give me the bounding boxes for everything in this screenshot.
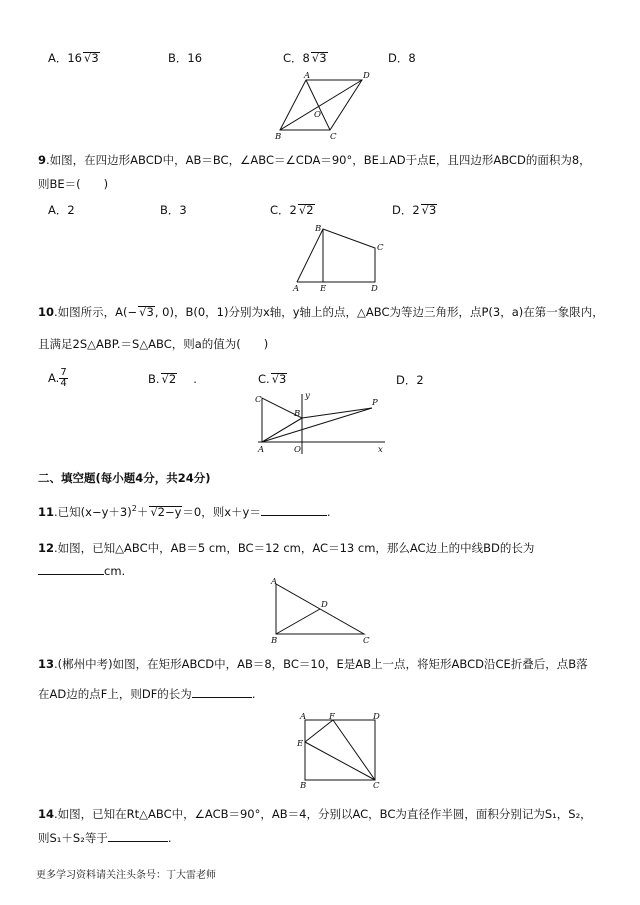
q10-option-b: B.√ 2 .	[148, 372, 197, 386]
q11-answer-blank[interactable]	[261, 515, 327, 516]
q13-label-e: E	[297, 739, 304, 749]
q8-parallelogram-figure	[272, 70, 372, 142]
q9-label-e: E	[320, 284, 327, 294]
q10-option-a: A. $\frac{7}{4}$	[48, 367, 67, 389]
q12-line1: 12.如图，已知△ABC中，AB＝5 cm，BC＝12 cm，AC＝13 cm，那么AC边上的中线BD的长为	[38, 541, 535, 555]
q10-line1: 10.如图所示，A(−√ 3, 0)，B(0，1)分别为x轴，y轴上的点，△ABC为等边三角形，点P(3，a)在第一象限内，	[38, 304, 604, 320]
q14-line2: 则S₁＋S₂等于 .	[38, 831, 172, 845]
q13-label-c: C	[373, 781, 380, 788]
q8-option-a: A．16√ 3	[48, 50, 100, 66]
q8-label-c: C	[330, 132, 337, 142]
q13-line2: 在AD边的点F上，则DF的长为 .	[38, 687, 256, 701]
q9-label-b: B	[315, 224, 322, 234]
q10-label-o: O	[294, 445, 301, 455]
footer-note: 更多学习资料请关注头条号：丁大雷老师	[36, 870, 216, 881]
q12-label-a: A	[271, 577, 278, 587]
q13-label-d: D	[373, 712, 380, 722]
q10-label-a: A	[258, 445, 265, 455]
q10-label-b: B	[294, 409, 301, 419]
q10-coordinate-figure	[250, 390, 390, 458]
q10-label-c: C	[255, 395, 262, 405]
q10-label-x: x	[378, 445, 383, 455]
q10-label-y: y	[305, 391, 310, 401]
q12-line2: cm.	[38, 564, 125, 578]
q13-label-b: B	[300, 781, 307, 788]
q8-label-d: D	[363, 71, 370, 81]
q14-line1: 14.如图，已知在Rt△ABC中，∠ACB＝90°，AB＝4，分别以AC，BC为直径作半圆，面积分别记为S₁，S₂，	[38, 807, 592, 821]
q12-label-d: D	[321, 600, 328, 610]
q10-option-d: D．2	[396, 373, 424, 387]
q9-label-d: D	[371, 284, 378, 294]
q14-answer-blank[interactable]	[108, 841, 168, 842]
q10-option-c: C.√ 3	[258, 372, 287, 386]
section2-title: 二、填空题(每小题4分，共24分)	[38, 471, 211, 485]
q9-option-a: A．2	[48, 203, 75, 217]
q10-line2: 且满足2S△ABP.＝S△ABC，则a的值为( )	[38, 337, 269, 351]
q9-option-c: C．2√ 2	[270, 202, 315, 218]
q10-label-p: P	[372, 398, 378, 408]
q8-label-a: A	[304, 71, 311, 81]
q9-option-b: B．3	[160, 203, 187, 217]
q12-triangle-figure	[266, 576, 376, 646]
q12-answer-blank[interactable]	[38, 574, 104, 575]
q13-line1: 13.(郴州中考)如图，在矩形ABCD中，AB＝8，BC＝10，E是AB上一点，将矩形ABCD沿CE折叠后，点B落	[38, 657, 588, 671]
q12-label-b: B	[271, 636, 278, 646]
q12-label-c: C	[363, 636, 370, 646]
q8-option-d: D．8	[388, 51, 416, 65]
q9-option-d: D．2√ 3	[392, 202, 437, 218]
q8-label-b: B	[275, 132, 282, 142]
q9-line1: 9.如图，在四边形ABCD中，AB＝BC，∠ABC＝∠CDA＝90°，BE⊥AD于点E，且四边形ABCD的面积为8，	[38, 153, 591, 167]
q9-quadrilateral-figure	[285, 222, 385, 294]
q13-answer-blank[interactable]	[192, 697, 252, 698]
q9-line2: 则BE＝( )	[38, 177, 109, 191]
q13-rectangle-figure	[295, 712, 385, 788]
q13-label-a: A	[300, 712, 307, 722]
q11-line: 11.已知$(x-y+3)^2+√$ 2−y＝0，则x＋y＝ .	[38, 504, 331, 520]
q8-option-c: C．8√ 3	[283, 50, 328, 66]
q8-option-b: B．16	[168, 51, 203, 65]
q8-label-o: O	[314, 110, 321, 120]
q9-label-c: C	[377, 243, 384, 253]
q9-label-a: A	[293, 284, 300, 294]
q13-label-f: F	[329, 712, 335, 722]
